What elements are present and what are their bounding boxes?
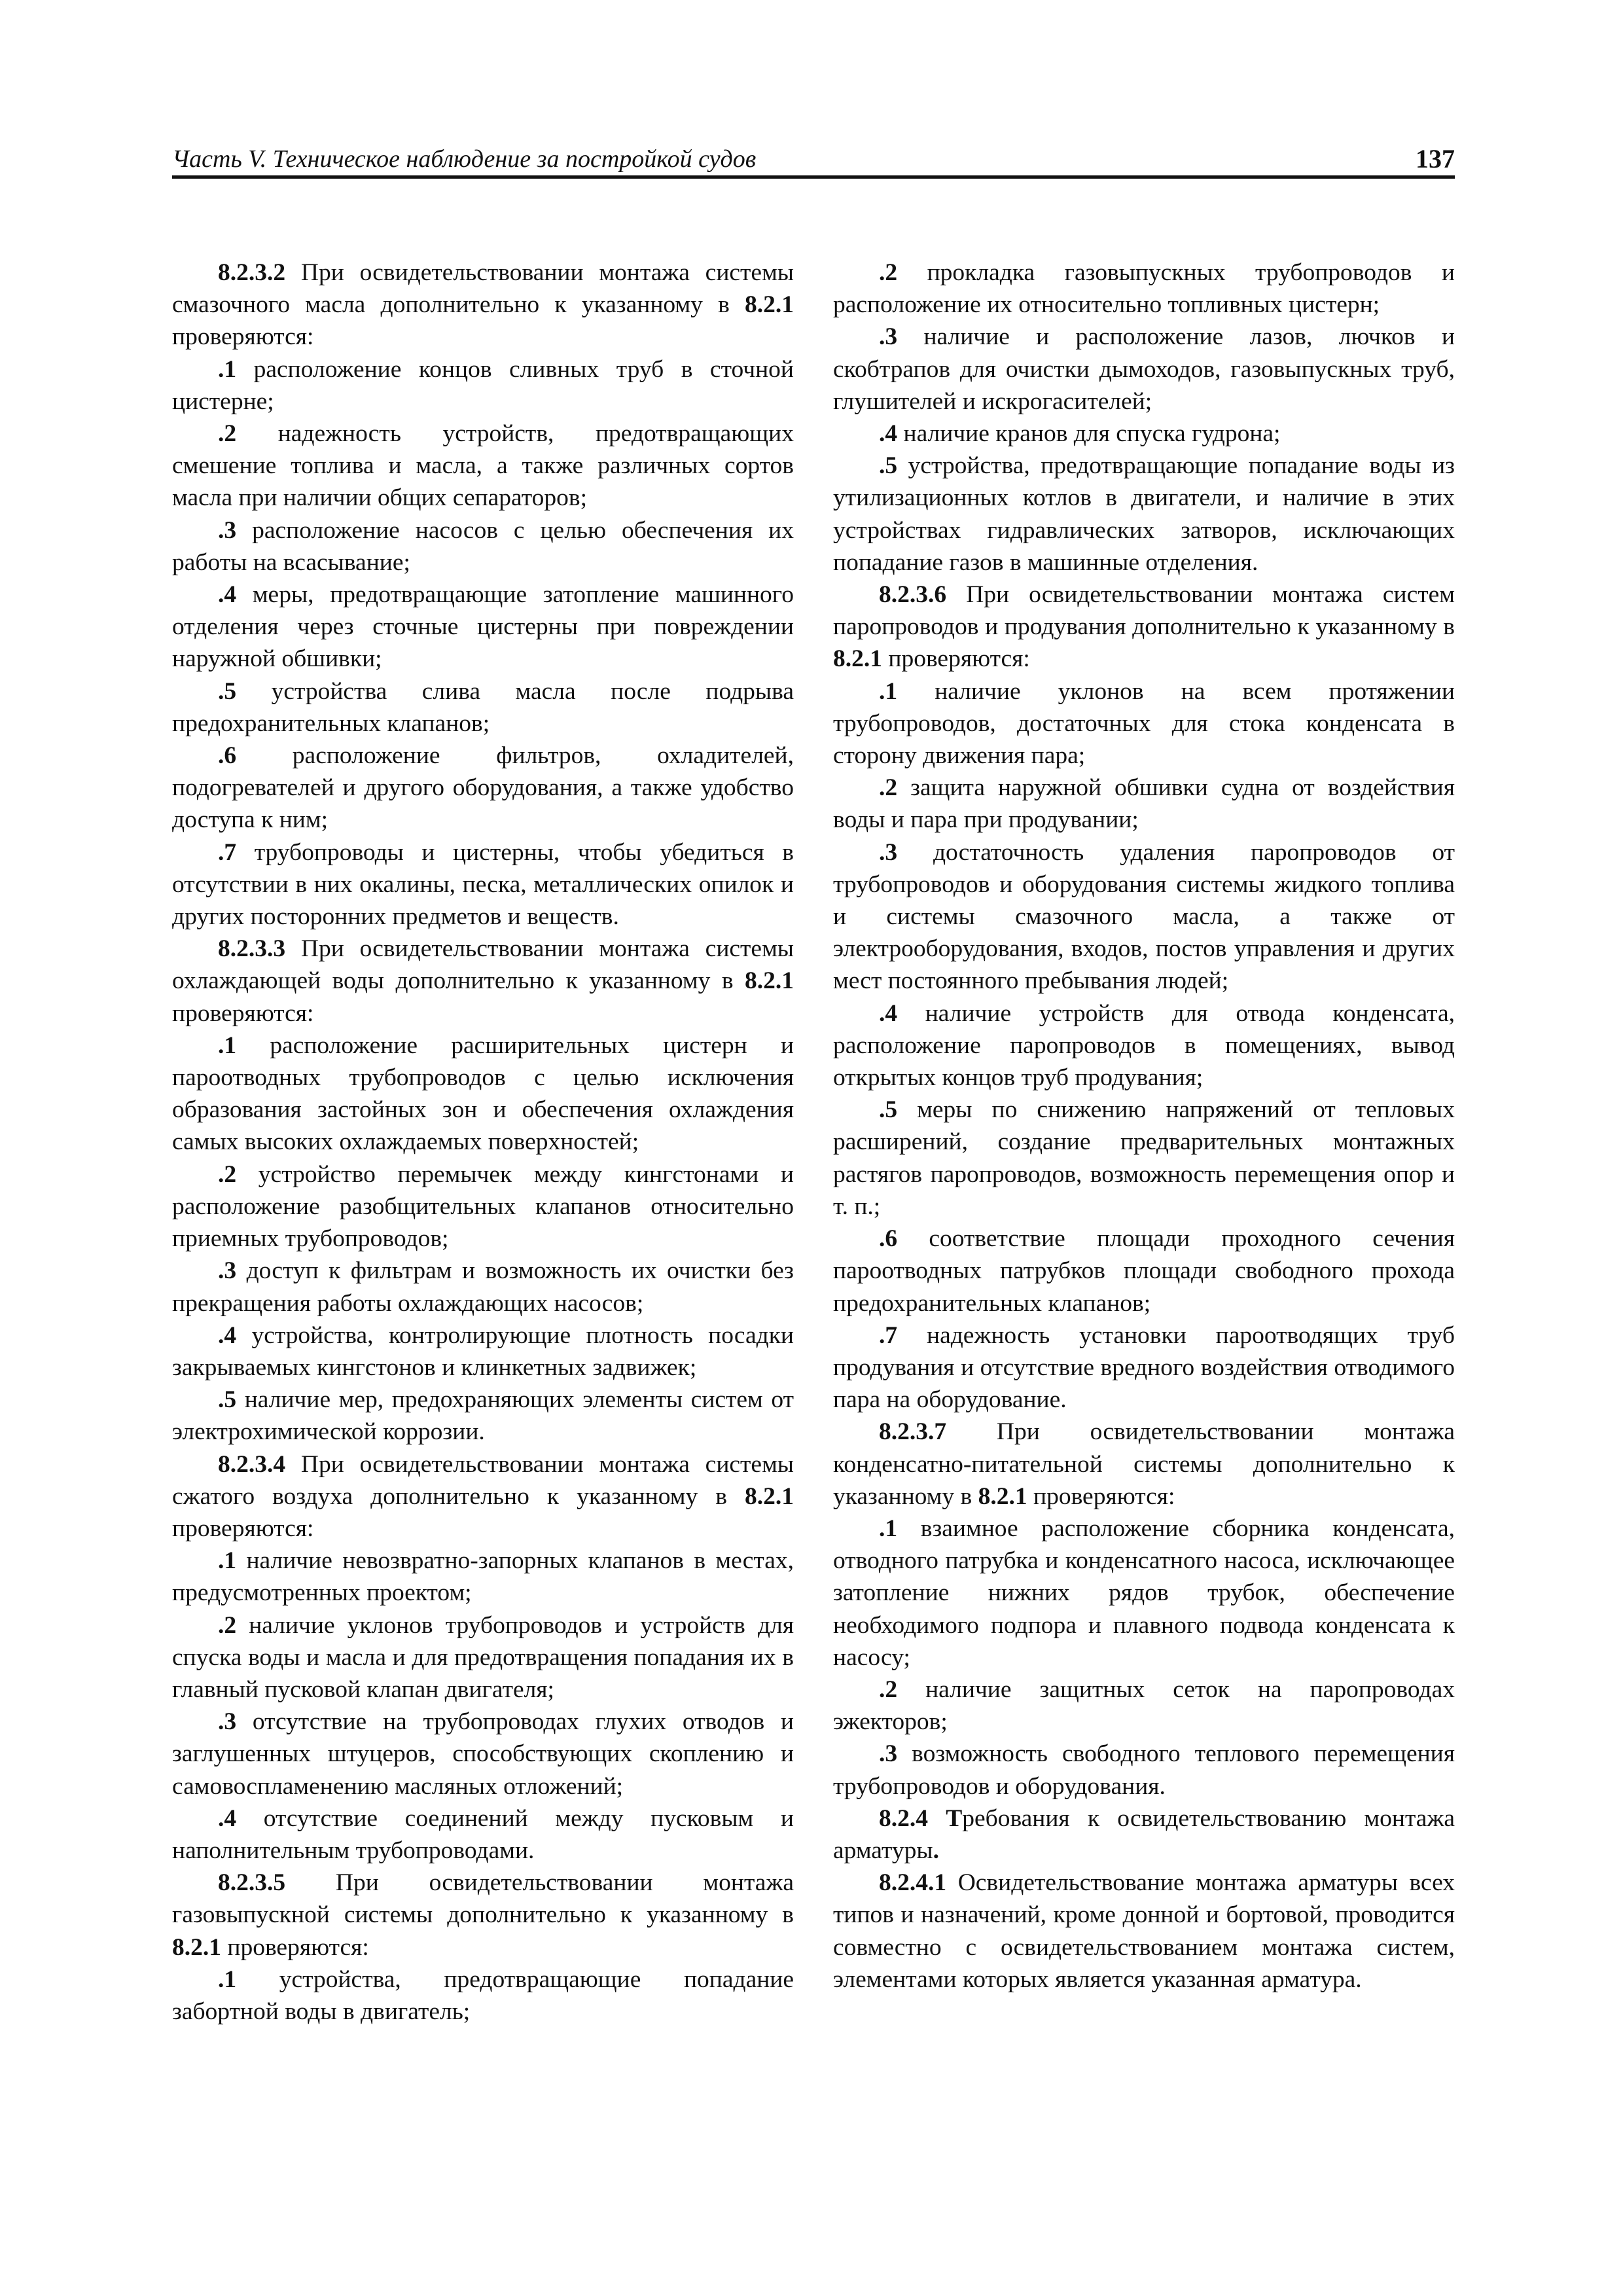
left-column [172,257,794,2028]
list-item [172,579,794,675]
section-paragraph [833,1803,1455,1867]
list-item [833,1738,1455,1802]
item-number: .5 [218,677,237,705]
item-text: расположение фильтров, охладителей, подогревателей и другого оборудования, а также удобство доступа к ним; [172,742,794,834]
item-text: наличие и расположение лазов, лючков и скобтрапов для очистки дымоходов, газовыпускных труб, глушителей и искрогасителей; [833,323,1455,415]
list-item [833,1319,1455,1416]
item-number: .1 [879,1515,898,1542]
item-text: При освидетельствовании монтажа системы сжатого воздуха дополнительно к указанному в [172,1450,794,1510]
item-number: .4 [218,1321,237,1349]
section-paragraph [833,1416,1455,1513]
item-text-tail: проверяются: [172,323,314,351]
section-paragraph [833,1867,1455,1996]
item-number: .5 [879,1096,898,1124]
cross-reference: 8.2.1 [978,1482,1027,1510]
cross-reference: 8.2.1 [172,1933,221,1961]
item-text: наличие уклонов трубопроводов и устройств для спуска воды и масла и для предотвращения попадания их в главный пусковой клапан двигателя; [172,1611,794,1703]
item-number: .3 [879,323,898,351]
item-number: .3 [879,1740,898,1768]
list-item [833,1223,1455,1319]
list-item [833,1674,1455,1738]
item-text: При освидетельствовании монтажа конденсатно-питательной системы дополнительно к указанному в [833,1418,1455,1510]
item-number: .6 [218,742,237,770]
item-number: .3 [879,838,898,866]
list-item [833,836,1455,997]
item-text-tail: проверяются: [172,1515,314,1542]
item-number: .2 [218,1160,237,1188]
item-text: отсутствие на трубопроводах глухих отводов и заглушенных штуцеров, способствующих скоплению и самовоспламенению масляных отложений; [172,1708,794,1800]
running-header [172,144,1455,174]
list-item [833,1513,1455,1674]
item-number: .6 [879,1225,898,1253]
item-text: отсутствие соединений между пусковым и наполнительным трубопроводами. [172,1804,794,1864]
item-text: доступ к фильтрам и возможность их очистки без прекращения работы охлаждающих насосов; [172,1257,794,1317]
item-text: При освидетельствовании монтажа систем паропроводов и продувания дополнительно к указанному в [833,581,1455,641]
item-number: .5 [218,1386,237,1414]
page-number: 137 [1416,144,1455,173]
item-text: Освидетельствование монтажа арматуры всех типов и назначений, кроме донной и бортовой, проводится совместно с освидетельствованием монтажа систем, элементами которых является указанная арматура. [833,1869,1455,1993]
list-item [833,1094,1455,1223]
item-text: устройства слива масла после подрыва предохранительных клапанов; [172,677,794,737]
list-item [833,321,1455,418]
section-paragraph [172,1867,794,1964]
item-text-tail: проверяются: [172,999,314,1027]
section-paragraph [172,1448,794,1545]
list-item [833,257,1455,321]
list-item [172,675,794,740]
list-item [833,450,1455,579]
item-text: наличие защитных сеток на паропроводах эжекторов; [833,1676,1455,1736]
item-number: .7 [218,838,237,866]
item-number: .7 [879,1321,898,1349]
item-text: наличие мер, предохраняющих элементы систем от электрохимической коррозии. [172,1386,794,1446]
item-number: .1 [218,355,237,383]
item-text: прокладка газовыпускных трубопроводов и расположение их относительно топливных цистерн; [833,259,1455,319]
item-number: .1 [218,1031,237,1059]
item-text: наличие уклонов на всем протяжении трубопроводов, достаточных для стока конденсата в сторону движения пара; [833,677,1455,770]
item-text-tail: . [933,1837,939,1864]
list-item [172,836,794,933]
item-text: взаимное расположение сборника конденсата, отводного патрубка и конденсатного насоса, исключающее затопление нижних рядов трубок, обеспечение необходимого подпора и плавного подвода конденсата к насосу; [833,1515,1455,1671]
item-text: защита наружной обшивки судна от воздействия воды и пара при продувании; [833,774,1455,834]
cross-reference: 8.2.1 [833,645,882,673]
cross-reference: 8.2.1 [745,1482,794,1510]
list-item [172,1319,794,1384]
item-text: меры по снижению напряжений от тепловых расширений, создание предварительных монтажных растягов паропроводов, возможность перемещения опор и т. п.; [833,1096,1455,1220]
item-text: достаточность удаления паропроводов от трубопроводов и оборудования системы жидкого топлива и системы смазочного масла, а также от электрооборудования, входов, постов управления и других мест постоянного пребывания людей; [833,838,1455,995]
item-text: трубопроводы и цистерны, чтобы убедиться в отсутствии в них окалины, песка, металлических опилок и других посторонних предметов и веществ. [172,838,794,931]
item-number: 8.2.3.2 [218,259,286,286]
item-number: .4 [218,1804,237,1832]
item-text: возможность свободного теплового перемещения трубопроводов и оборудования. [833,1740,1455,1800]
list-item [172,353,794,418]
item-text-tail: проверяются: [882,645,1030,673]
item-number: .4 [879,420,898,448]
header-rule [172,175,1455,179]
item-text: меры, предотвращающие затопление машинного отделения через сточные цистерны при повреждении наружной обшивки; [172,581,794,673]
list-item [172,740,794,836]
list-item [172,1609,794,1706]
list-item [172,1964,794,2028]
list-item [172,514,794,579]
item-number: .2 [879,259,898,286]
item-number: .4 [879,999,898,1027]
item-number: 8.2.4 Т [879,1804,963,1832]
item-text: соответствие площади проходного сечения пароотводных патрубков площади свободного прохода предохранительных клапанов; [833,1225,1455,1317]
item-number: .2 [879,774,898,802]
item-number: 8.2.3.7 [879,1418,947,1446]
item-text: ребования к освидетельствованию монтажа арматуры [833,1804,1455,1864]
item-number: 8.2.3.5 [218,1869,286,1897]
cross-reference: 8.2.1 [745,967,794,995]
item-text: При освидетельствовании монтажа газовыпускной системы дополнительно к указанному в [172,1869,794,1929]
list-item [172,1706,794,1803]
list-item [833,675,1455,772]
item-text: устройства, предотвращающие попадание воды из утилизационных котлов в двигатели, и наличие в этих устройствах гидравлических затворов, исключающих попадание газов в машинные отделения. [833,452,1455,576]
item-text: устройства, контролирующие плотность посадки закрываемых кингстонов и клинкетных задвижек; [172,1321,794,1381]
item-number: .2 [879,1676,898,1703]
item-text: расположение насосов с целью обеспечения их работы на всасывание; [172,516,794,576]
cross-reference: 8.2.1 [745,291,794,319]
item-number: .1 [218,1547,237,1575]
section-paragraph [172,257,794,353]
item-number: .1 [879,677,898,705]
list-item [833,418,1455,450]
item-number: 8.2.3.3 [218,935,286,963]
list-item [172,1545,794,1609]
item-number: .2 [218,420,237,448]
list-item [172,1255,794,1319]
item-number: .3 [218,516,237,544]
item-number: .5 [879,452,898,480]
item-number: .3 [218,1708,237,1736]
item-text: устройства, предотвращающие попадание забортной воды в двигатель; [172,1965,794,2025]
list-item [172,1384,794,1448]
list-item [172,1030,794,1158]
item-number: 8.2.3.4 [218,1450,286,1478]
item-text: наличие устройств для отвода конденсата, расположение паропроводов в помещениях, вывод открытых концов труб продувания; [833,999,1455,1092]
item-text-tail: проверяются: [1027,1482,1175,1510]
list-item [833,772,1455,836]
item-number: .2 [218,1611,237,1639]
item-text: расположение расширительных цистерн и пароотводных трубопроводов с целью исключения образования застойных зон и обеспечения охлаждения самых высоких охлаждаемых поверхностей; [172,1031,794,1156]
list-item [172,1158,794,1255]
item-text: надежность установки пароотводящих труб продувания и отсутствие вредного воздействия отводимого пара на оборудование. [833,1321,1455,1414]
list-item [172,418,794,514]
item-text: наличие невозвратно-запорных клапанов в местах, предусмотренных проектом; [172,1547,794,1607]
section-paragraph [172,933,794,1030]
item-number: 8.2.4.1 [879,1869,947,1897]
list-item [833,997,1455,1094]
item-text: При освидетельствовании монтажа системы охлаждающей воды дополнительно к указанному в [172,935,794,995]
item-text: наличие кранов для спуска гудрона; [897,420,1281,448]
item-number: 8.2.3.6 [879,581,947,609]
list-item [172,1803,794,1867]
item-number: .3 [218,1257,237,1285]
item-number: .4 [218,581,237,609]
item-number: .1 [218,1965,237,1993]
item-text: расположение концов сливных труб в сточной цистерне; [172,355,794,415]
running-header-title: Часть V. Техническое наблюдение за постройкой судов [172,145,757,173]
item-text: При освидетельствовании монтажа системы смазочного масла дополнительно к указанному в [172,259,794,319]
item-text: устройство перемычек между кингстонами и расположение разобщительных клапанов относительно приемных трубопроводов; [172,1160,794,1253]
item-text-tail: проверяются: [221,1933,369,1961]
section-paragraph [833,579,1455,675]
right-column [833,257,1455,1996]
item-text: надежность устройств, предотвращающих смешение топлива и масла, а также различных сортов масла при наличии общих сепараторов; [172,420,794,512]
